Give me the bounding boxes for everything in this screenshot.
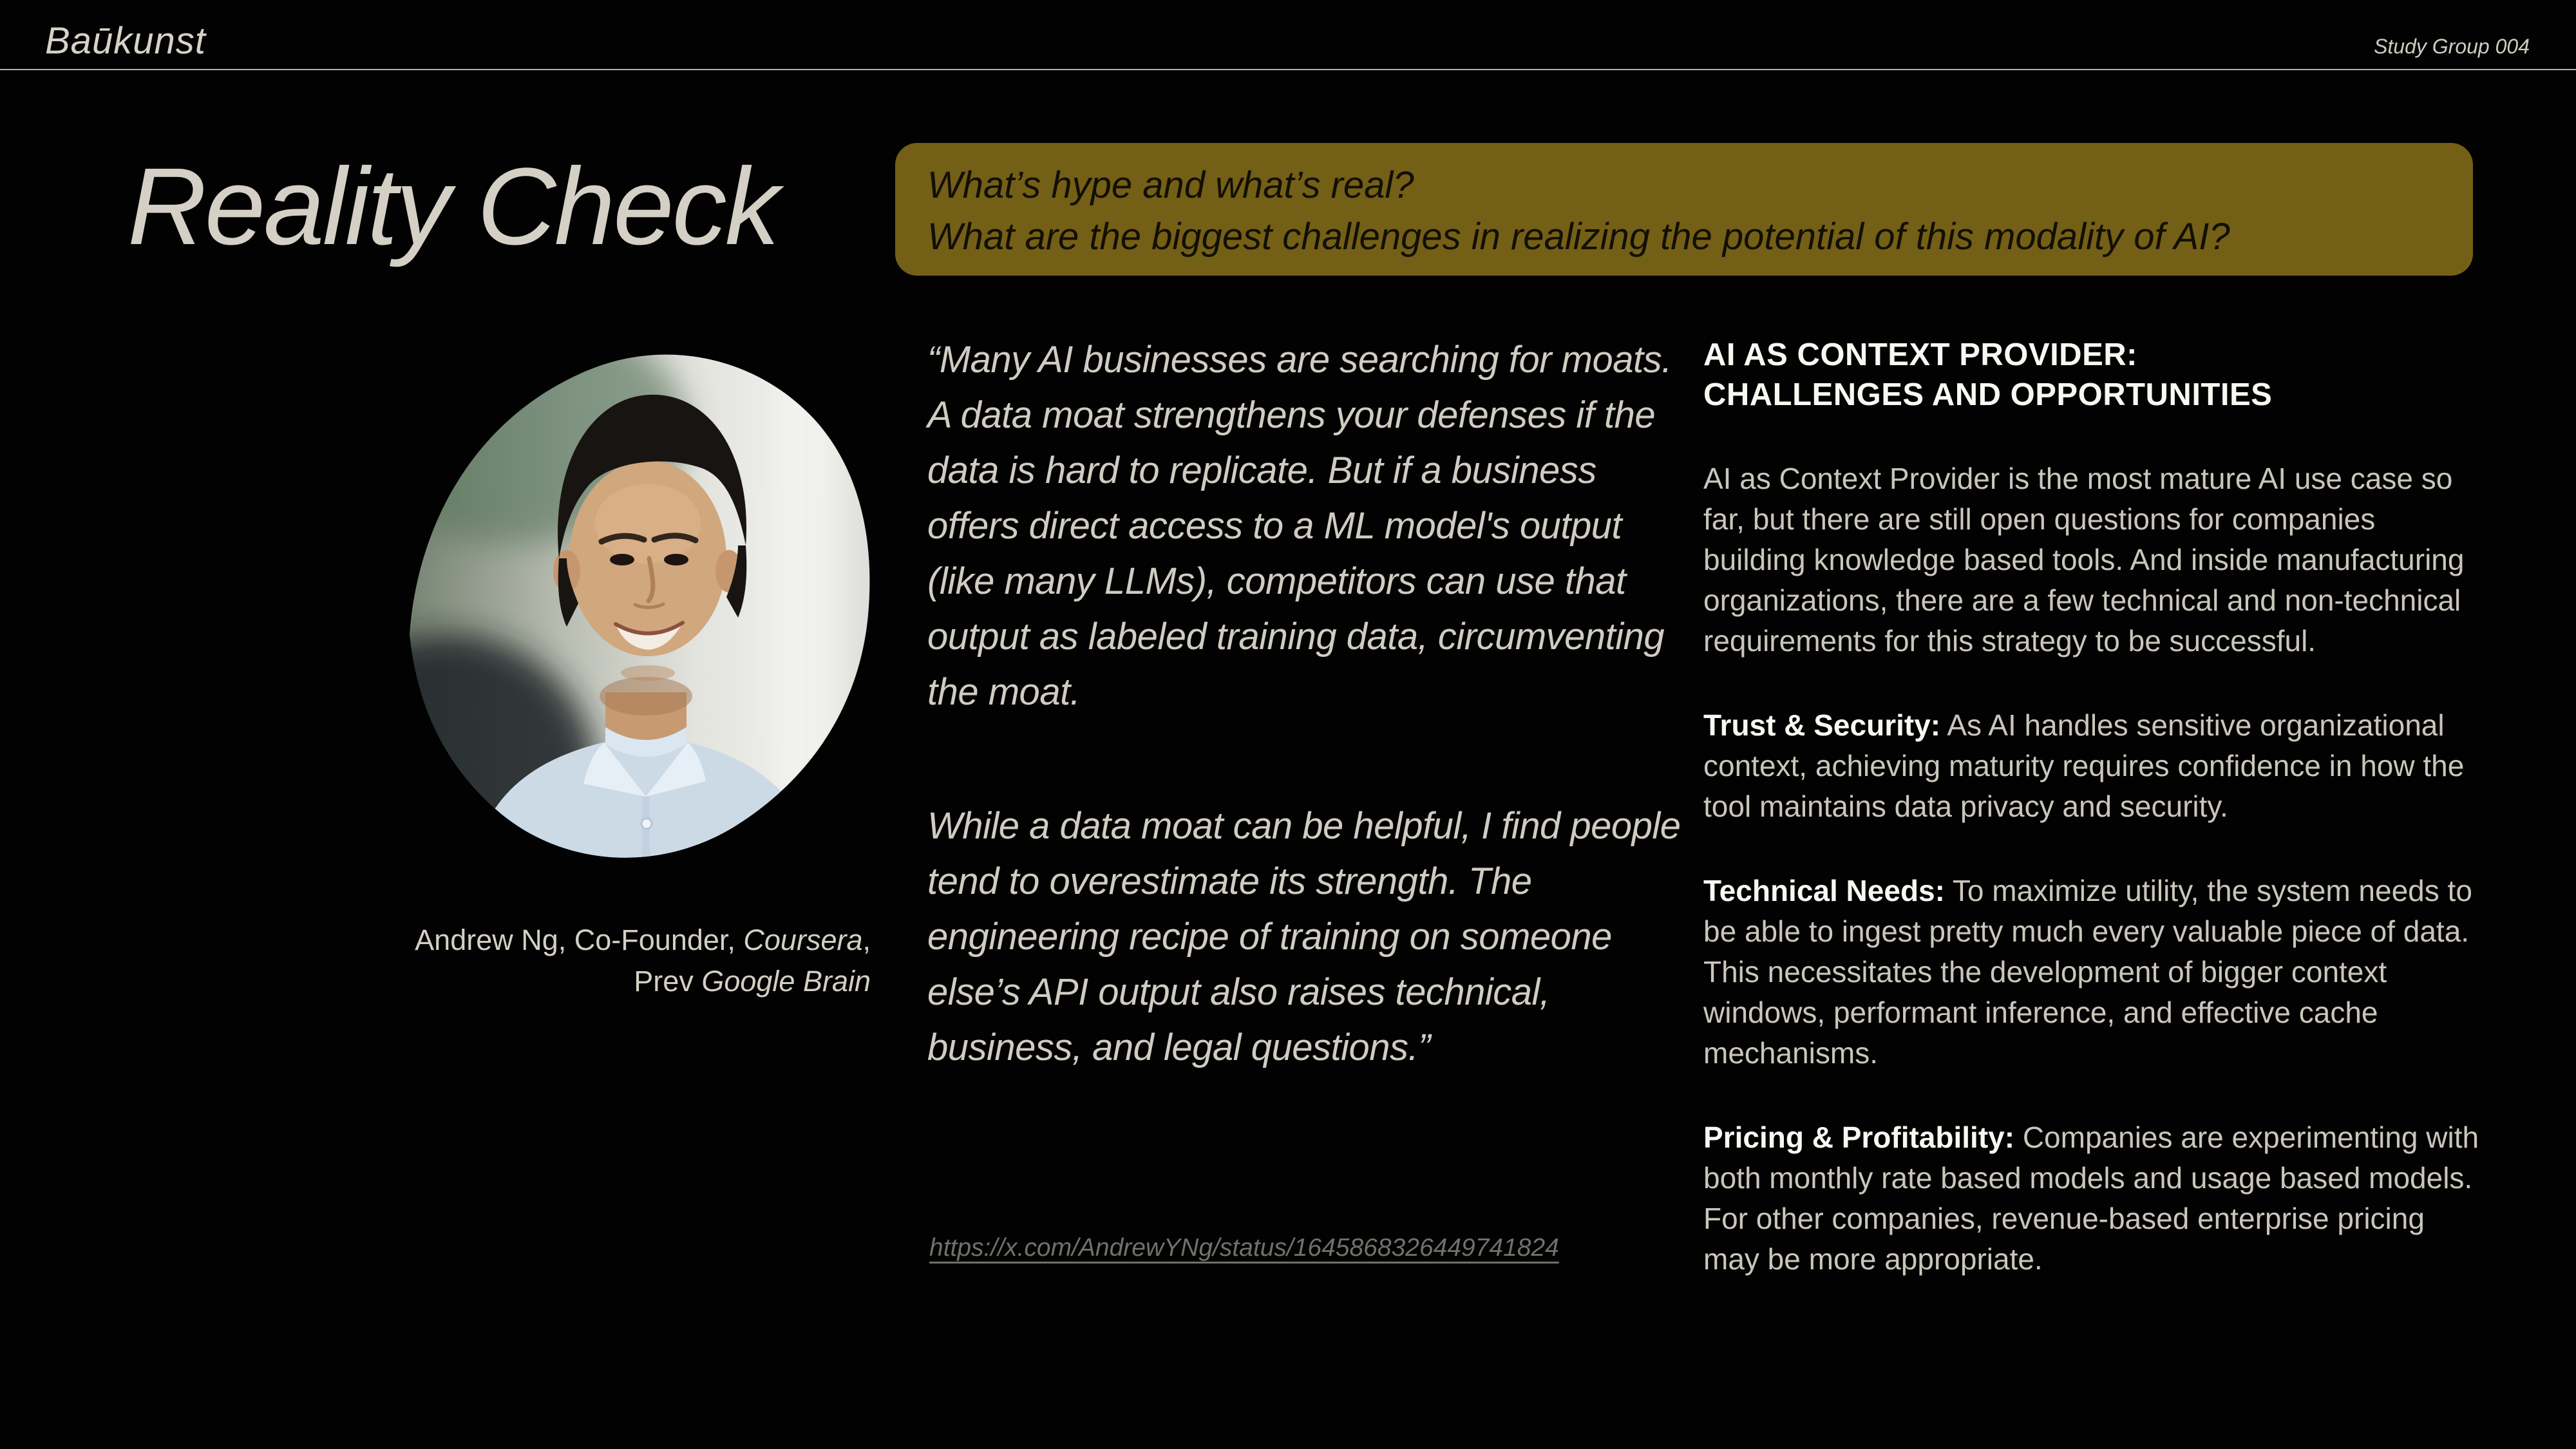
quote-paragraph-1: “Many AI businesses are searching for moats. A data moat strengthens your defenses if the data is hard to replicate. But if a business offers direct access to a ML model's output (like many LLMs), competitors can use that output as labeled training data, circumventing the moat. bbox=[927, 339, 1672, 713]
baukunst-logo: Baūkunst bbox=[45, 20, 206, 62]
header-divider bbox=[0, 69, 2576, 70]
pricing-profitability-label: Pricing & Profitability: bbox=[1703, 1121, 2015, 1154]
question-line-1: What’s hype and what’s real? bbox=[927, 164, 1414, 206]
caption-line-1 bbox=[386, 920, 871, 961]
pricing-profitability-text: Companies are experimenting with both monthly rate based models and usage based models. For other companies, revenue-based enterprise pricing may be more appropriate. bbox=[1703, 1121, 2479, 1276]
trust-security-text: As AI handles sensitive organizational context, achieving maturity requires confidence in how the tool maintains data privacy and security. bbox=[1703, 708, 2465, 823]
andrew-ng-photo bbox=[398, 332, 876, 883]
caption-prev: Prev bbox=[634, 965, 702, 998]
page-title: Reality Check bbox=[128, 146, 778, 268]
trust-security-label: Trust & Security: bbox=[1703, 708, 1941, 742]
quote-paragraph-2: While a data moat can be helpful, I find people tend to overestimate its strength. The engineering recipe of training on someone else’s API output also raises technical, business, and legal questions.” bbox=[927, 805, 1681, 1068]
pricing-profitability-paragraph bbox=[1703, 1117, 2479, 1280]
caption-company: Coursera bbox=[743, 923, 863, 956]
section-heading bbox=[1703, 335, 2479, 415]
right-column bbox=[1703, 335, 2479, 1280]
technical-needs-text: To maximize utility, the system needs to be able to ingest pretty much every valuable piece of data. This necessitates the development of bigger context windows, performant inference, and effective cache mechanisms. bbox=[1703, 874, 2472, 1070]
caption-line-2 bbox=[386, 961, 871, 1002]
technical-needs-paragraph bbox=[1703, 871, 2479, 1074]
section-heading-line-2: CHALLENGES AND OPPORTUNITIES bbox=[1703, 377, 2273, 412]
speaker-caption bbox=[386, 920, 871, 1002]
intro-text: AI as Context Provider is the most mature AI use case so far, but there are still open questions for companies building knowledge based tools. And inside manufacturing organizations, there are a few technical and non-technical requirements for this strategy to be successful. bbox=[1703, 462, 2465, 658]
technical-needs-label: Technical Needs: bbox=[1703, 874, 1945, 907]
trust-security-paragraph bbox=[1703, 705, 2479, 827]
intro-paragraph bbox=[1703, 459, 2479, 661]
study-group-label: Study Group 004 bbox=[2374, 35, 2530, 58]
question-line-2: What are the biggest challenges in realizing the potential of this modality of AI? bbox=[927, 216, 2230, 258]
speaker-photo bbox=[398, 332, 876, 883]
caption-name: Andrew Ng, Co-Founder, bbox=[415, 923, 744, 956]
caption-prev-company: Google Brain bbox=[701, 965, 871, 998]
question-box bbox=[895, 143, 2473, 276]
caption-comma: , bbox=[862, 923, 871, 956]
quote-block bbox=[927, 332, 1690, 1075]
section-heading-line-1: AI AS CONTEXT PROVIDER: bbox=[1703, 337, 2137, 372]
tweet-source-link[interactable]: https://x.com/AndrewYNg/status/1645868326449741824 bbox=[929, 1234, 1559, 1262]
